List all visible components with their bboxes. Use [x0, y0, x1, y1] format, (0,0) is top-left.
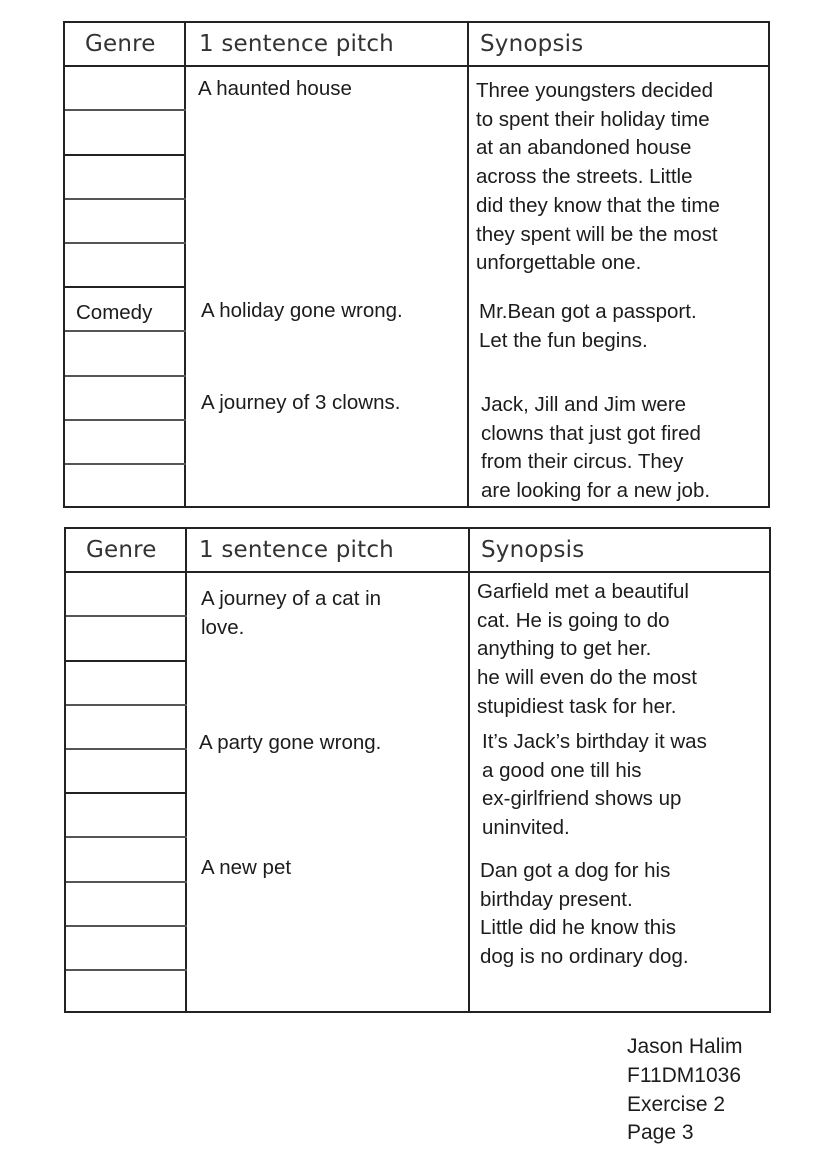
genre-grid-line: [65, 154, 186, 156]
genre-label: Comedy: [76, 301, 153, 324]
story-table-1: [63, 21, 770, 508]
genre-grid-line: [65, 198, 186, 200]
author-name: Jason Halim: [627, 1035, 743, 1058]
table-header: [65, 23, 768, 67]
exercise-label: Exercise 2: [627, 1092, 726, 1116]
synopsis-text: Three youngsters decided to spent their holiday time at an abandoned house across the streets. Little did they know that the time they spent will be the most unforgettable one.: [476, 79, 720, 275]
genre-grid-line: [65, 463, 186, 465]
genre-header: Genre: [86, 537, 157, 563]
pitch-text: A new pet: [201, 856, 292, 879]
synopsis-text: It’s Jack’s birthday it was a good one till his ex-girlfriend shows up uninvited.: [482, 730, 707, 840]
story-table-2: [64, 527, 771, 1013]
genre-grid-line: [65, 375, 186, 377]
genre-grid-line: [65, 109, 186, 111]
genre-grid-line: [66, 881, 187, 883]
genre-grid-line: [66, 969, 187, 971]
pitch-header: 1 sentence pitch: [199, 537, 394, 563]
column-divider: [184, 23, 186, 506]
genre-grid-line: [66, 925, 187, 927]
synopsis-text: Garfield met a beautiful cat. He is going to do anything to get her. he will even do the most stupidiest task for her.: [477, 580, 697, 718]
genre-grid-line: [66, 836, 187, 838]
genre-grid-line: [65, 242, 186, 244]
page-number: Page 3: [627, 1121, 694, 1145]
table-header: [66, 529, 769, 573]
genre-grid-line: [66, 660, 187, 662]
column-divider: [185, 529, 187, 1011]
synopsis-header: Synopsis: [480, 31, 584, 57]
pitch-text: A holiday gone wrong.: [201, 299, 403, 322]
genre-header: Genre: [85, 31, 156, 57]
column-divider: [468, 529, 470, 1011]
genre-grid-line: [66, 615, 187, 617]
author-info: [627, 1033, 743, 1148]
genre-grid-line: [65, 419, 186, 421]
pitch-text: A haunted house: [198, 77, 352, 100]
student-id: F11DM1036: [627, 1063, 742, 1087]
pitch-text: A party gone wrong.: [199, 731, 382, 754]
synopsis-text: Mr.Bean got a passport. Let the fun begins.: [479, 300, 697, 352]
synopsis-text: Jack, Jill and Jim were clowns that just got fired from their circus. They are looking for a new job.: [481, 393, 711, 503]
pitch-header: 1 sentence pitch: [199, 31, 394, 57]
pitch-text: A journey of a cat in love.: [201, 587, 382, 639]
genre-grid-line: [65, 330, 186, 332]
synopsis-text: Dan got a dog for his birthday present. Little did he know this dog is no ordinary dog.: [480, 859, 689, 969]
pitch-text: A journey of 3 clowns.: [201, 391, 401, 414]
genre-grid-line: [65, 286, 186, 288]
genre-grid-line: [66, 792, 187, 794]
synopsis-header: Synopsis: [481, 537, 585, 563]
genre-grid-line: [66, 704, 187, 706]
genre-grid-line: [66, 748, 187, 750]
column-divider: [467, 23, 469, 506]
